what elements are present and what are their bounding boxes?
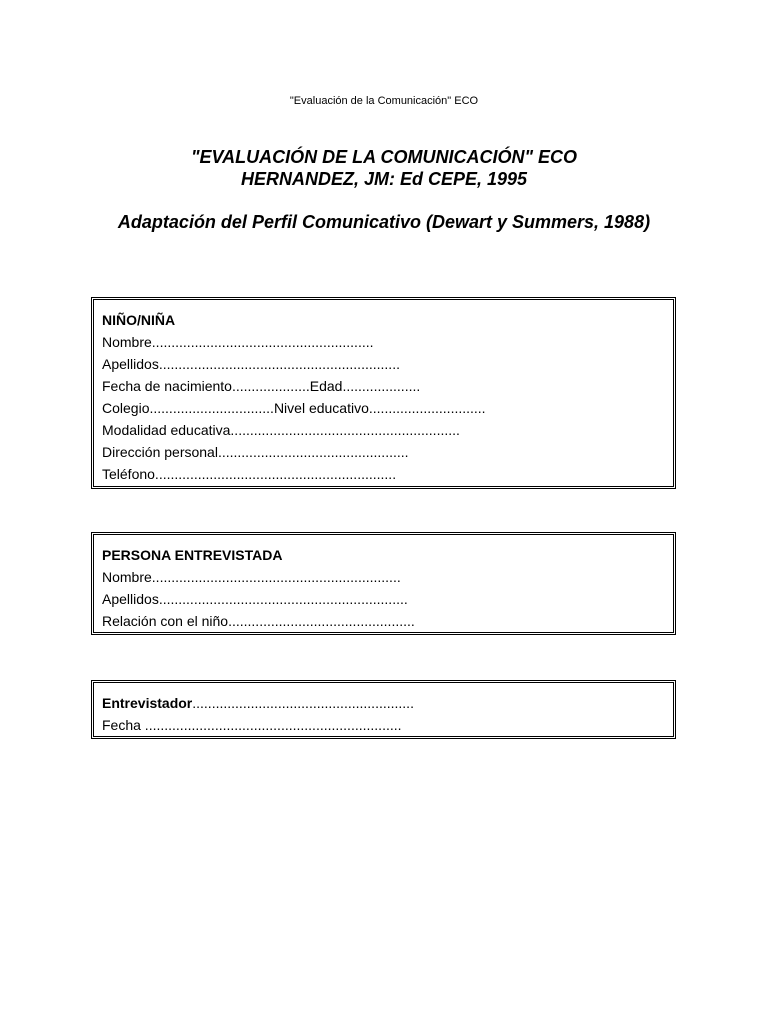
section-heading: PERSONA ENTREVISTADA [102,547,283,563]
field-phone: Teléfono.............................................................. [102,466,397,482]
interviewer-info-box [91,680,676,739]
field-relationship: Relación con el niño................................................ [102,613,415,629]
field-surnames: Apellidos................................................................ [102,591,408,607]
child-info-box [91,297,676,489]
field-surnames: Apellidos.............................................................. [102,356,400,372]
field-name: Nombre......................................................... [102,334,374,350]
field-education-mode: Modalidad educativa........................................................... [102,422,460,438]
field-address: Dirección personal................................................. [102,444,409,460]
running-header: "Evaluación de la Comunicación" ECO [289,95,479,107]
document-title [0,146,768,190]
title-line-1: "EVALUACIÓN DE LA COMUNICACIÓN" ECO [190,147,578,167]
field-name: Nombre................................................................ [102,569,401,585]
section-heading: NIÑO/NIÑA [102,312,176,328]
title-line-2: HERNANDEZ, JM: Ed CEPE, 1995 [240,169,528,189]
interviewer-dots: ......................................................... [192,695,414,711]
field-interviewer [102,692,665,714]
interviewee-info-box [91,532,676,635]
document-subtitle: Adaptación del Perfil Comunicativo (Dewart y Summers, 1988) [117,212,651,232]
interviewer-label: Entrevistador [102,695,193,711]
field-school-level: Colegio................................Nivel educativo.............................. [102,400,486,416]
field-date: Fecha .................................................................. [102,717,402,733]
field-birthdate-age: Fecha de nacimiento....................Edad.................... [102,378,421,394]
